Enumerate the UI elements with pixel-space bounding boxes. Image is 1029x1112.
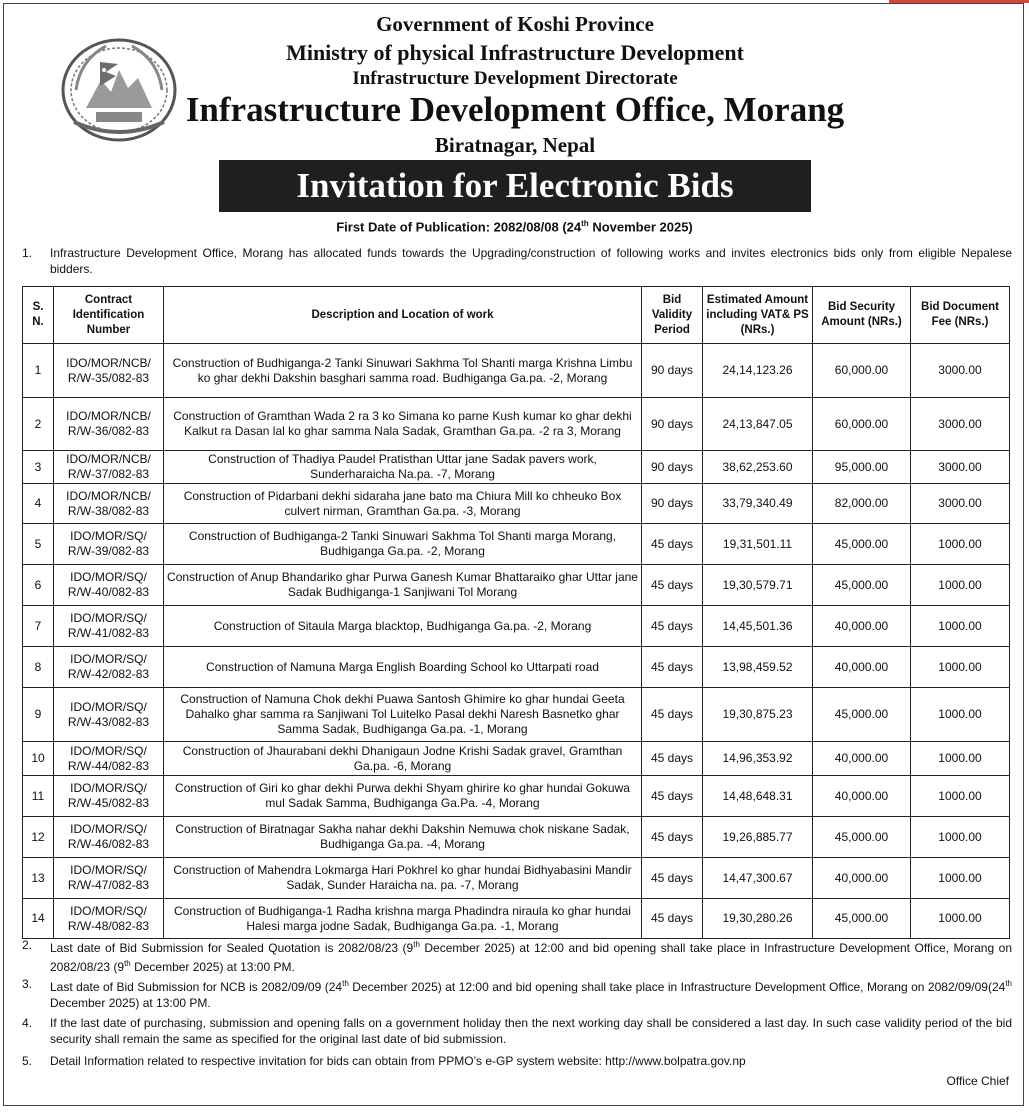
cell-estimated-amount: 19,26,885.77: [703, 817, 813, 858]
cell-estimated-amount: 33,79,340.49: [703, 484, 813, 524]
cell-bid-security: 82,000.00: [813, 484, 911, 524]
cell-document-fee: 3000.00: [911, 484, 1010, 524]
cell-sn: 12: [23, 817, 54, 858]
cell-document-fee: 1000.00: [911, 524, 1010, 565]
header-office: Infrastructure Development Office, Morang: [185, 90, 845, 129]
header-sn: S. N.: [23, 287, 54, 344]
cell-sn: 8: [23, 647, 54, 688]
cell-sn: 11: [23, 776, 54, 817]
cell-sn: 4: [23, 484, 54, 524]
cell-estimated-amount: 14,45,501.36: [703, 606, 813, 647]
cell-validity: 45 days: [642, 647, 703, 688]
cell-estimated-amount: 19,30,875.23: [703, 688, 813, 742]
cell-contract-id: IDO/MOR/SQ/ R/W-42/082-83: [54, 647, 164, 688]
cell-sn: 14: [23, 899, 54, 939]
cell-document-fee: 1000.00: [911, 817, 1010, 858]
table-row: [23, 524, 1010, 565]
cell-contract-id: IDO/MOR/NCB/ R/W-38/082-83: [54, 484, 164, 524]
cell-description: Construction of Pidarbani dekhi sidaraha jane bato ma Chiura Mill ko chheuko Box culvert nirman, Gramthan Ga.pa. -3, Morang: [164, 484, 642, 524]
cell-document-fee: 1000.00: [911, 899, 1010, 939]
cell-description: Construction of Mahendra Lokmarga Hari Pokhrel ko ghar hundai Bidhyabasini Mandir Sadak, Sunder Haraicha na. pa. -7, Morang: [164, 858, 642, 899]
cell-description: Construction of Namuna Marga English Boarding School ko Uttarpati road: [164, 647, 642, 688]
cell-contract-id: IDO/MOR/NCB/ R/W-37/082-83: [54, 451, 164, 484]
cell-document-fee: 3000.00: [911, 451, 1010, 484]
cell-bid-security: 45,000.00: [813, 899, 911, 939]
cell-bid-security: 40,000.00: [813, 858, 911, 899]
cell-bid-security: 40,000.00: [813, 647, 911, 688]
cell-description: Construction of Namuna Chok dekhi Puawa Santosh Ghimire ko ghar hundai Geeta Dahalko ghar samma ra Sanjiwani Tol Luitelko Pasal dekhi Naresh Basnetko ghar Samma Sadak, Budhiganga Ga.pa. -1, Morang: [164, 688, 642, 742]
cell-bid-security: 40,000.00: [813, 742, 911, 776]
cell-bid-security: 45,000.00: [813, 688, 911, 742]
cell-contract-id: IDO/MOR/SQ/ R/W-39/082-83: [54, 524, 164, 565]
header-directorate: Infrastructure Development Directorate: [352, 68, 678, 89]
cell-validity: 45 days: [642, 524, 703, 565]
signature-office-chief: Office Chief: [946, 1074, 1009, 1088]
table-row: [23, 817, 1010, 858]
cell-description: Construction of Sitaula Marga blacktop, Budhiganga Ga.pa. -2, Morang: [164, 606, 642, 647]
note-3: 3. Last date of Bid Submission for NCB is 2082/09/09 (24th December 2025) at 12:00 and bid opening shall take place in Infrastructure Development Office, Morang on 2082/09/09(24th December 2025) at 13:00 PM.: [22, 977, 1012, 1010]
cell-sn: 9: [23, 688, 54, 742]
cell-contract-id: IDO/MOR/NCB/ R/W-36/082-83: [54, 398, 164, 451]
cell-contract-id: IDO/MOR/SQ/ R/W-43/082-83: [54, 688, 164, 742]
cell-contract-id: IDO/MOR/SQ/ R/W-48/082-83: [54, 899, 164, 939]
cell-validity: 45 days: [642, 688, 703, 742]
publication-date: First Date of Publication: 2082/08/08 (24th November 2025): [336, 219, 693, 235]
cell-description: Construction of Budhiganga-1 Radha krishna marga Phadindra niraula ko ghar hundai Halesi marga jodne Sadak, Budhiganga Ga.pa. -1, Morang: [164, 899, 642, 939]
table-row: [23, 565, 1010, 606]
table-row: [23, 742, 1010, 776]
cell-estimated-amount: 14,47,300.67: [703, 858, 813, 899]
cell-sn: 13: [23, 858, 54, 899]
cell-description: Construction of Anup Bhandariko ghar Purwa Ganesh Kumar Bhattaraiko ghar Uttar jane Sadak Budhiganga-1 Sanjiwani Tol Morang: [164, 565, 642, 606]
header-bid-security: Bid Security Amount (NRs.): [813, 287, 911, 344]
table-row: [23, 647, 1010, 688]
header-document-fee: Bid Document Fee (NRs.): [911, 287, 1010, 344]
header-estimated-amount: Estimated Amount including VAT& PS (NRs.): [703, 287, 813, 344]
note-4: 4. If the last date of purchasing, submission and opening falls on a government holiday then the next working day shall be considered a last day. In such case validity period of the bid security shall remain the same as specified for the original last date of bid submission.: [22, 1016, 1012, 1046]
cell-sn: 3: [23, 451, 54, 484]
note-5: 5. Detail Information related to respective invitation for bids can obtain from PPMO’s e-GP system website: http://www.bolpatra.gov.np: [22, 1054, 746, 1068]
cell-estimated-amount: 24,13,847.05: [703, 398, 813, 451]
cell-bid-security: 45,000.00: [813, 817, 911, 858]
cell-bid-security: 60,000.00: [813, 398, 911, 451]
cell-validity: 90 days: [642, 398, 703, 451]
note-1: 1. Infrastructure Development Office, Morang has allocated funds towards the Upgrading/construction of following works and invites electronics bids only from eligible Nepalese bidders.: [22, 246, 1012, 276]
cell-estimated-amount: 19,30,579.71: [703, 565, 813, 606]
cell-description: Construction of Thadiya Paudel Pratisthan Uttar jane Sadak pavers work, Sunderharaicha Na.pa. -7, Morang: [164, 451, 642, 484]
cell-estimated-amount: 38,62,253.60: [703, 451, 813, 484]
header-description: Description and Location of work: [164, 287, 642, 344]
table-row: [23, 451, 1010, 484]
table-row: [23, 344, 1010, 398]
cell-validity: 45 days: [642, 817, 703, 858]
cell-bid-security: 45,000.00: [813, 565, 911, 606]
table-header-row: [23, 287, 1010, 344]
nepal-emblem-icon: [56, 30, 182, 148]
cell-document-fee: 1000.00: [911, 742, 1010, 776]
cell-sn: 5: [23, 524, 54, 565]
cell-sn: 10: [23, 742, 54, 776]
table-row: [23, 398, 1010, 451]
header-ministry: Ministry of physical Infrastructure Development: [286, 40, 744, 65]
header-validity: Bid Validity Period: [642, 287, 703, 344]
cell-document-fee: 3000.00: [911, 344, 1010, 398]
cell-description: Construction of Giri ko ghar dekhi Purwa dekhi Shyam ghirire ko ghar hundai Gokuwa mul Sadak Samma, Budhiganga Ga.Pa. -4, Morang: [164, 776, 642, 817]
header-location: Biratnagar, Nepal: [434, 133, 596, 157]
table-row: [23, 776, 1010, 817]
cell-validity: 90 days: [642, 484, 703, 524]
cell-contract-id: IDO/MOR/SQ/ R/W-41/082-83: [54, 606, 164, 647]
cell-contract-id: IDO/MOR/SQ/ R/W-44/082-83: [54, 742, 164, 776]
cell-validity: 45 days: [642, 899, 703, 939]
table-row: [23, 899, 1010, 939]
note-2: 2. Last date of Bid Submission for Sealed Quotation is 2082/08/23 (9th December 2025) at 12:00 and bid opening shall take place in Infrastructure Development Office, Morang on 2082/08/23 (9th December 2025) at 13:00 PM.: [22, 938, 1012, 974]
cell-description: Construction of Biratnagar Sakha nahar dekhi Dakshin Nemuwa chok niskane Sadak, Budhiganga Ga.pa. -4, Morang: [164, 817, 642, 858]
cell-validity: 45 days: [642, 858, 703, 899]
cell-bid-security: 60,000.00: [813, 344, 911, 398]
cell-contract-id: IDO/MOR/SQ/ R/W-46/082-83: [54, 817, 164, 858]
cell-contract-id: IDO/MOR/SQ/ R/W-45/082-83: [54, 776, 164, 817]
cell-description: Construction of Budhiganga-2 Tanki Sinuwari Sakhma Tol Shanti marga Krishna Limbu ko ghar dekhi Dakshin basghari samma road. Budhiganga Ga.pa. -2, Morang: [164, 344, 642, 398]
top-accent-line: [889, 0, 1029, 3]
cell-bid-security: 40,000.00: [813, 776, 911, 817]
cell-sn: 2: [23, 398, 54, 451]
cell-estimated-amount: 14,48,648.31: [703, 776, 813, 817]
cell-validity: 45 days: [642, 776, 703, 817]
title-banner: Invitation for Electronic Bids: [219, 160, 811, 212]
cell-document-fee: 1000.00: [911, 776, 1010, 817]
cell-sn: 6: [23, 565, 54, 606]
cell-validity: 45 days: [642, 606, 703, 647]
cell-description: Construction of Jhaurabani dekhi Dhanigaun Jodne Krishi Sadak gravel, Gramthan Ga.pa. -6, Morang: [164, 742, 642, 776]
cell-estimated-amount: 14,96,353.92: [703, 742, 813, 776]
cell-bid-security: 95,000.00: [813, 451, 911, 484]
cell-bid-security: 45,000.00: [813, 524, 911, 565]
cell-sn: 7: [23, 606, 54, 647]
cell-description: Construction of Gramthan Wada 2 ra 3 ko Simana ko parne Kush kumar ko ghar dekhi Kalkut ra Dasan lal ko ghar samma Nala Sadak, Gramthan Ga.pa. -2 ra 3, Morang: [164, 398, 642, 451]
cell-document-fee: 1000.00: [911, 858, 1010, 899]
table-row: [23, 484, 1010, 524]
cell-validity: 90 days: [642, 451, 703, 484]
cell-estimated-amount: 24,14,123.26: [703, 344, 813, 398]
cell-contract-id: IDO/MOR/NCB/ R/W-35/082-83: [54, 344, 164, 398]
table-row: [23, 688, 1010, 742]
cell-document-fee: 1000.00: [911, 647, 1010, 688]
header-government: Government of Koshi Province: [376, 12, 654, 36]
cell-document-fee: 1000.00: [911, 565, 1010, 606]
bids-table: [22, 286, 1010, 939]
cell-bid-security: 40,000.00: [813, 606, 911, 647]
cell-estimated-amount: 19,30,280.26: [703, 899, 813, 939]
cell-document-fee: 1000.00: [911, 688, 1010, 742]
cell-contract-id: IDO/MOR/SQ/ R/W-40/082-83: [54, 565, 164, 606]
cell-contract-id: IDO/MOR/SQ/ R/W-47/082-83: [54, 858, 164, 899]
cell-estimated-amount: 19,31,501.11: [703, 524, 813, 565]
cell-document-fee: 3000.00: [911, 398, 1010, 451]
table-row: [23, 858, 1010, 899]
header-contract-id: Contract Identification Number: [54, 287, 164, 344]
cell-sn: 1: [23, 344, 54, 398]
table-row: [23, 606, 1010, 647]
cell-validity: 90 days: [642, 344, 703, 398]
cell-validity: 45 days: [642, 742, 703, 776]
cell-description: Construction of Budhiganga-2 Tanki Sinuwari Sakhma Tol Shanti marga Morang, Budhiganga Ga.pa. -2, Morang: [164, 524, 642, 565]
cell-document-fee: 1000.00: [911, 606, 1010, 647]
cell-validity: 45 days: [642, 565, 703, 606]
cell-estimated-amount: 13,98,459.52: [703, 647, 813, 688]
